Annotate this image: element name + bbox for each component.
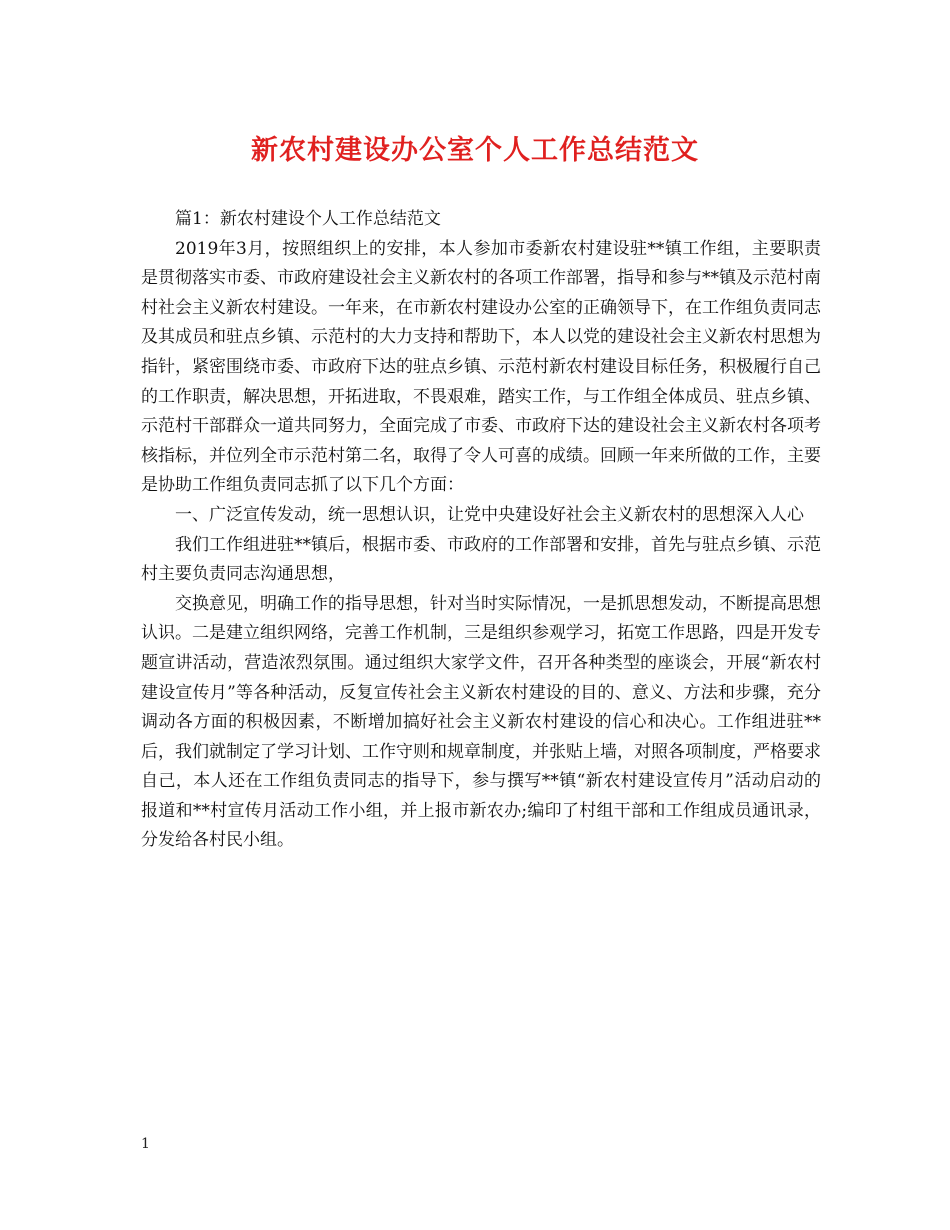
body-paragraph: 2019年3月，按照组织上的安排，本人参加市委新农村建设驻**镇工作组，主要职责是贯彻落实市委、市政府建设社会主义新农村的各项工作部署，指导和参与**镇及示范村南村社会主义新农村建设。一年来，在市新农村建设办公室的正确领导下，在工作组负责同志及其成员和驻点乡镇、示范村的大力支持和帮助下，本人以党的建设社会主义新农村思想为指针，紧密围绕市委、市政府下达的驻点乡镇、示范村新农村建设目标任务，积极履行自己的工作职责，解决思想，开拓进取，不畏艰难，踏实工作，与工作组全体成员、驻点乡镇、示范村干部群众一道共同努力，全面完成了市委、市政府下达的建设社会主义新农村各项考核指标，并位列全市示范村第二名，取得了令人可喜的成绩。回顾一年来所做的工作，主要是协助工作组负责同志抓了以下几个方面：	[141, 238, 821, 496]
document-title: 新农村建设办公室个人工作总结范文	[251, 135, 699, 166]
section-subheading: 一、广泛宣传发动，统一思想认识，让党中央建设好社会主义新农村的思想深入人心	[175, 504, 804, 525]
section-heading: 篇1：新农村建设个人工作总结范文	[175, 209, 441, 229]
body-paragraph: 交换意见，明确工作的指导思想，针对当时实际情况，一是抓思想发动，不断提高思想认识。二是建立组织网络，完善工作机制，三是组织参观学习，拓宽工作思路，四是开发专题宣讲活动，营造浓烈氛围。通过组织大家学文件，召开各种类型的座谈会，开展“新农村建设宣传月”等各种活动，反复宣传社会主义新农村建设的目的、意义、方法和步骤，充分调动各方面的积极因素，不断增加搞好社会主义新农村建设的信心和决心。工作组进驻**后，我们就制定了学习计划、工作守则和规章制度，并张贴上墙，对照各项制度，严格要求自己，本人还在工作组负责同志的指导下，参与撰写**镇“新农村建设宣传月”活动启动的报道和**村宣传月活动工作小组，并上报市新农办;编印了村组干部和工作组成员通讯录，分发给各村民小组。	[141, 593, 821, 851]
document-body	[141, 205, 821, 856]
body-paragraph: 我们工作组进驻**镇后，根据市委、市政府的工作部署和安排，首先与驻点乡镇、示范村主要负责同志沟通思想，	[141, 534, 821, 585]
page-number: 1	[141, 1136, 150, 1152]
